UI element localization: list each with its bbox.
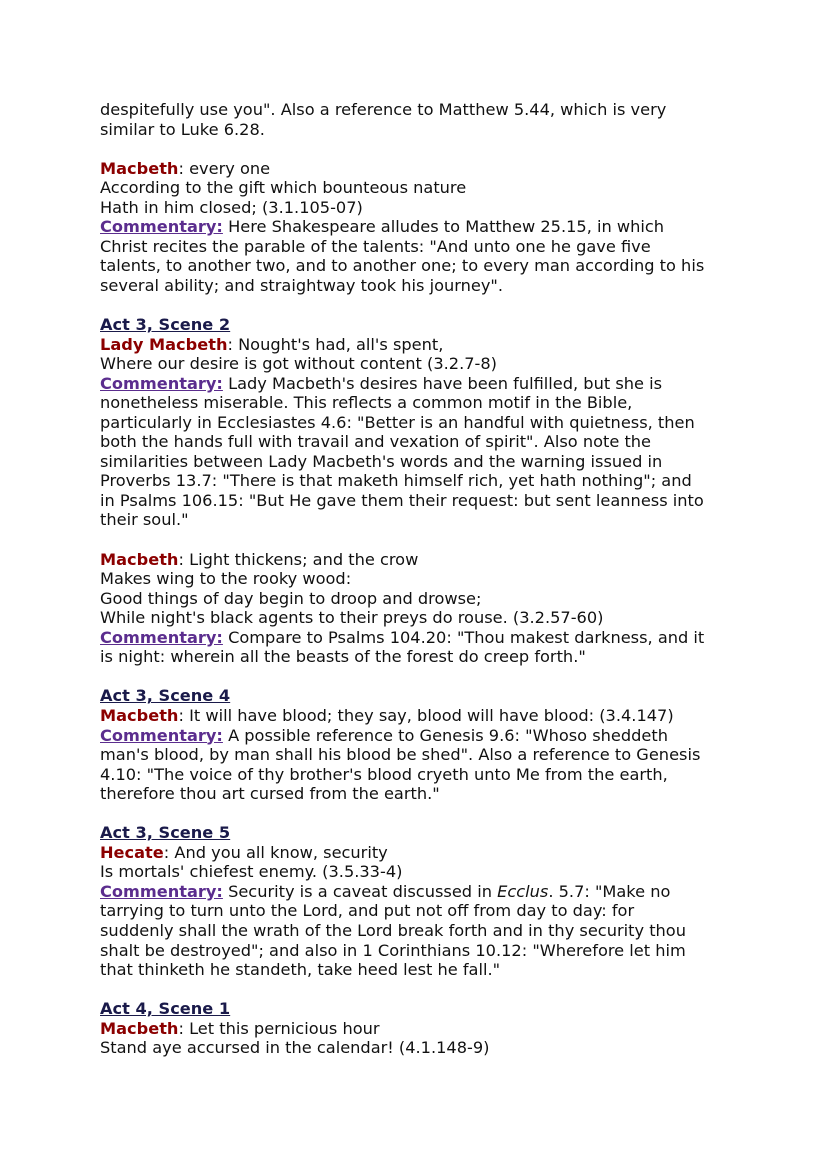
- quote-block-3-4: [100, 686, 740, 803]
- commentary-link[interactable]: Commentary:: [100, 373, 223, 393]
- commentary-text: Compare to Psalms 104.20: "Thou makest darkness, and it: [222, 627, 705, 647]
- commentary-text: Here Shakespeare alludes to Matthew 25.15, in which: [222, 217, 665, 237]
- speaker-name: Hecate: [100, 842, 164, 862]
- speaker-line: [100, 706, 740, 726]
- commentary-line: is night: wherein all the beasts of the forest do creep forth.": [100, 647, 586, 667]
- verse-line: While night's black agents to their preys do rouse. (3.2.57-60): [100, 608, 604, 628]
- verse-line: Hath in him closed; (3.1.105-07): [100, 197, 363, 217]
- speaker-line: [100, 1019, 740, 1039]
- commentary-text: Security is a caveat discussed in: [222, 881, 498, 901]
- commentary-line: similarities between Lady Macbeth's words and the warning issued in: [100, 451, 663, 471]
- commentary-line: Christ recites the parable of the talents: "And unto one he gave five: [100, 236, 651, 256]
- commentary-line: several ability; and straightway took his journey".: [100, 275, 504, 295]
- commentary-line: 4.10: "The voice of thy brother's blood cryeth unto Me from the earth,: [100, 764, 668, 784]
- speaker-line: [100, 335, 740, 355]
- verse-line: Is mortals' chiefest enemy. (3.5.33-4): [100, 862, 403, 882]
- speaker-name: Macbeth: [100, 158, 179, 178]
- commentary-line: suddenly shall the wrath of the Lord break forth and in thy security thou: [100, 920, 686, 940]
- commentary-link[interactable]: Commentary:: [100, 725, 223, 745]
- quote-text: : Let this pernicious hour: [178, 1018, 380, 1038]
- commentary-italic-text: Ecclus: [497, 881, 549, 901]
- commentary-line: shalt be destroyed"; and also in 1 Corinthians 10.12: "Wherefore let him: [100, 940, 686, 960]
- commentary-line: [100, 628, 740, 648]
- commentary-text: . 5.7: "Make no: [548, 881, 671, 901]
- commentary-line: in Psalms 106.15: "But He gave them their request: but sent leanness into: [100, 490, 704, 510]
- paragraph-continuation: [100, 100, 740, 139]
- commentary-line: [100, 726, 740, 746]
- verse-line: Good things of day begin to droop and drowse;: [100, 588, 482, 608]
- verse-line: Makes wing to the rooky wood:: [100, 569, 352, 589]
- verse-line: Where our desire is got without content (3.2.7-8): [100, 354, 497, 374]
- commentary-link[interactable]: Commentary:: [100, 217, 223, 237]
- speaker-line: [100, 550, 740, 570]
- scene-heading-link[interactable]: Act 3, Scene 2: [100, 315, 231, 335]
- quote-block-3-2-b: [100, 550, 740, 667]
- verse-line: According to the gift which bounteous nature: [100, 178, 467, 198]
- quote-text: : And you all know, security: [163, 842, 388, 862]
- quote-block-3-5: [100, 823, 740, 979]
- quote-text: : Nought's had, all's spent,: [227, 334, 444, 354]
- quote-block-3-1: [100, 159, 740, 296]
- commentary-line: nonetheless miserable. This reflects a common motif in the Bible,: [100, 393, 633, 413]
- commentary-line: particularly in Ecclesiastes 4.6: "Better is an handful with quietness, then: [100, 412, 695, 432]
- verse-line: Stand aye accursed in the calendar! (4.1.148-9): [100, 1038, 490, 1058]
- speaker-name: Macbeth: [100, 549, 179, 569]
- speaker-line: [100, 843, 740, 863]
- commentary-line: therefore thou art cursed from the earth.": [100, 784, 440, 804]
- commentary-line: both the hands full with travail and vexation of spirit". Also note the: [100, 432, 652, 452]
- commentary-line: [100, 217, 740, 237]
- quote-block-3-2-a: [100, 315, 740, 530]
- speaker-name: Macbeth: [100, 705, 179, 725]
- text-line: similar to Luke 6.28.: [100, 119, 265, 139]
- commentary-text: A possible reference to Genesis 9.6: "Whoso sheddeth: [222, 725, 668, 745]
- scene-heading-link[interactable]: Act 3, Scene 4: [100, 686, 231, 706]
- scene-heading-link[interactable]: Act 3, Scene 5: [100, 823, 231, 843]
- document-body: [100, 100, 740, 1077]
- commentary-text: Lady Macbeth's desires have been fulfilled, but she is: [222, 373, 663, 393]
- scene-heading-link[interactable]: Act 4, Scene 1: [100, 999, 231, 1019]
- commentary-link[interactable]: Commentary:: [100, 627, 223, 647]
- commentary-line: their soul.": [100, 510, 189, 530]
- quote-block-4-1: [100, 999, 740, 1058]
- quote-text: : It will have blood; they say, blood will have blood: (3.4.147): [178, 705, 674, 725]
- commentary-line: tarrying to turn unto the Lord, and put not off from day to day: for: [100, 901, 635, 921]
- text-line: despitefully use you". Also a reference to Matthew 5.44, which is very: [100, 100, 667, 119]
- commentary-line: [100, 882, 740, 902]
- speaker-name: Macbeth: [100, 1018, 179, 1038]
- speaker-name: Lady Macbeth: [100, 334, 228, 354]
- commentary-line: talents, to another two, and to another one; to every man according to his: [100, 256, 705, 276]
- commentary-line: Proverbs 13.7: "There is that maketh himself rich, yet hath nothing"; and: [100, 471, 692, 491]
- commentary-link[interactable]: Commentary:: [100, 881, 223, 901]
- quote-text: : Light thickens; and the crow: [178, 549, 419, 569]
- quote-text: : every one: [178, 158, 271, 178]
- commentary-line: man's blood, by man shall his blood be shed". Also a reference to Genesis: [100, 745, 701, 765]
- commentary-line: that thinketh he standeth, take heed lest he fall.": [100, 960, 501, 980]
- commentary-line: [100, 374, 740, 394]
- speaker-line: [100, 159, 740, 179]
